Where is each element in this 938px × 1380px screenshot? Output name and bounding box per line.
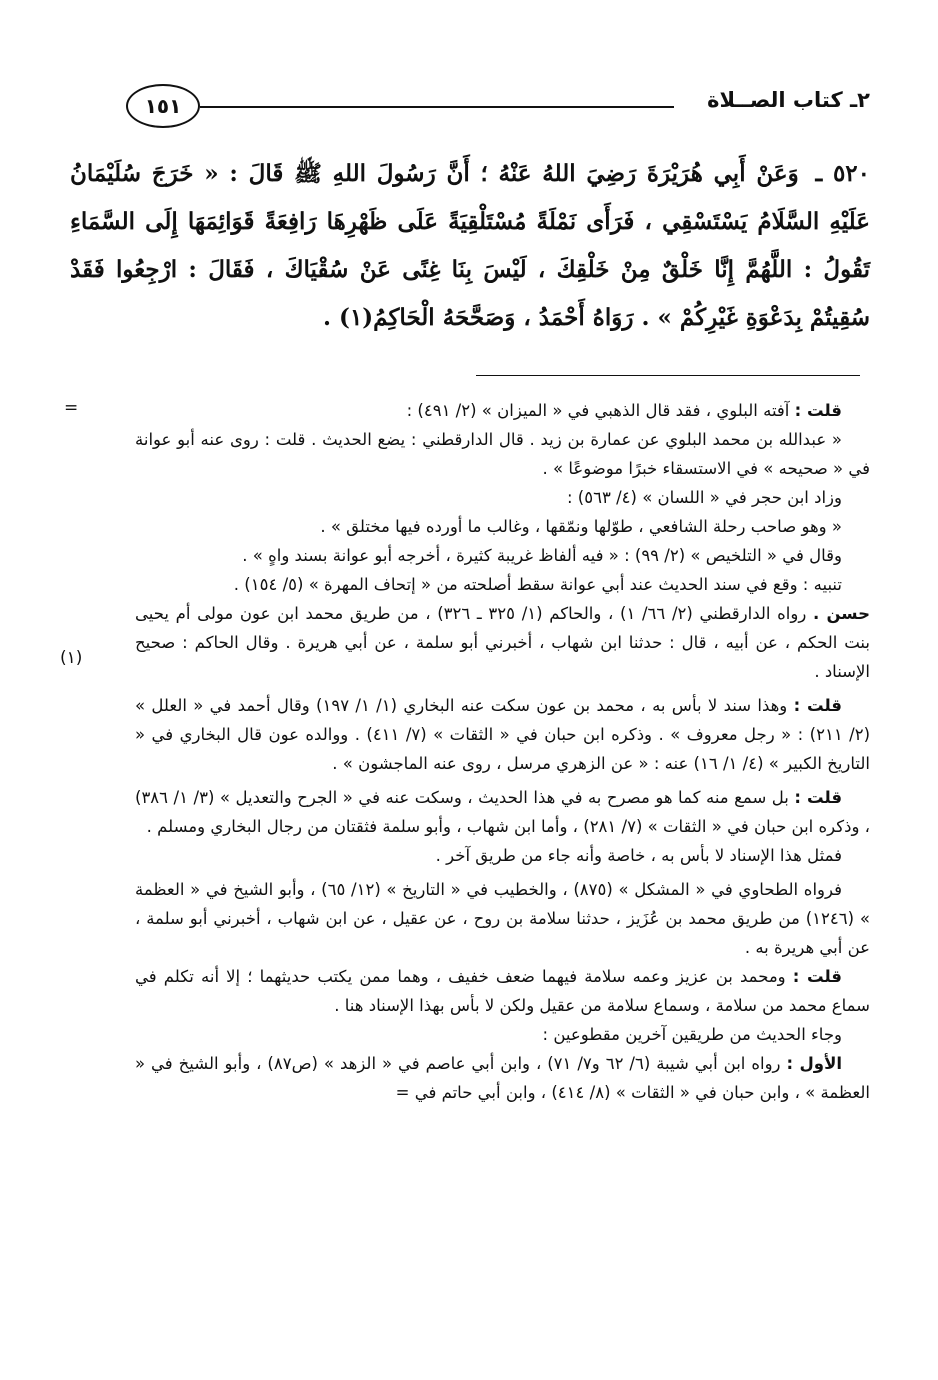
footnote-keyword: قلت :	[793, 696, 842, 715]
footnote-paragraph	[135, 599, 870, 686]
footnote-paragraph	[135, 875, 870, 962]
footnote-text: رواه ابن أبي شيبة (٦/ ٦٢ و٧/ ٧١) ، وابن أبي عاصم في « الزهد » (ص٨٧) ، وأبو الشيخ في « العظمة » ، وابن حبان في « الثقات » (٨/ ٤١٤) ، وابن أبي حاتم في =	[135, 1054, 870, 1102]
footnote-text: ومحمد بن عزيز وعمه سلامة فيهما ضعف خفيف ، وهما ممن يكتب حديثهما ؛ إلا أنه تكلم في سماع محمد من سلامة ، وسماع سلامة من عقيل ولكن لا بأس بهذا الإسناد هنا .	[135, 967, 870, 1015]
footnote-text: « وهو صاحب رحلة الشافعي ، طوّلها ونمّقها ، وغالب ما أورده فيها مختلق » .	[320, 517, 842, 536]
page-header	[118, 82, 870, 132]
footnote-paragraph	[135, 512, 870, 541]
footnote-paragraph	[135, 691, 870, 778]
footnote-paragraph	[135, 570, 870, 599]
hadith-number: ٥٢٠ ـ	[815, 160, 870, 187]
footnote-paragraph	[135, 841, 870, 870]
continuation-marker: =	[64, 398, 79, 418]
page-number: ١٥١	[126, 84, 200, 128]
footnote-paragraph	[135, 483, 870, 512]
header-rule	[200, 106, 674, 108]
footnote-keyword: قلت :	[794, 401, 842, 420]
footnote-text: تنبيه : وقع في سند الحديث عند أبي عوانة سقط أصلحته من « إتحاف المهرة » (٥/ ١٥٤) .	[233, 575, 842, 594]
footnote-paragraph	[135, 541, 870, 570]
hadith-body: وَعَنْ أَبِي هُرَيْرَةَ رَضِيَ اللهُ عَنْهُ ؛ أَنَّ رَسُولَ اللهِ ﷺ قَالَ : « خَرَجَ سُلَيْمَانُ عَلَيْهِ السَّلَامُ يَسْتَسْقِي ، فَرَأَى نَمْلَةً مُسْتَلْقِيَةً عَلَى ظَهْرِهَا رَافِعَةً قَوَائِمَهَا إِلَى السَّمَاءِ تَقُولُ : اللَّهُمَّ إِنَّا خَلْقٌ مِنْ خَلْقِكَ ، لَيْسَ بِنَا غِنًى عَنْ سُقْيَاكَ ، فَقَالَ : ارْجِعُوا فَقَدْ سُقِيتُمْ بِدَعْوَةِ غَيْرِكُمْ » . رَوَاهُ أَحْمَدُ ، وَصَحَّحَهُ الْحَاكِمُ(١) .	[70, 160, 870, 331]
footnote-text: فمثل هذا الإسناد لا بأس به ، خاصة وأنه جاء من طريق آخر .	[435, 846, 842, 865]
hadith-text-block	[70, 150, 870, 342]
footnote-paragraph	[135, 1020, 870, 1049]
footnote-text: « عبدالله بن محمد البلوي عن عمارة بن زيد . قال الدارقطني : يضع الحديث . قلت : روى عنه أبو عوانة في « صحيحه » في الاستسقاء خبرًا موضوعًا » .	[135, 430, 870, 478]
footnote-text: رواه الدارقطني (٢/ ٦٦/ ١) ، والحاكم (١/ ٣٢٥ ـ ٣٢٦) ، من طريق محمد ابن عون مولى أم يحيى بنت الحكم ، عن أبيه ، قال : حدثنا ابن شهاب ، أخبرني أبو سلمة ، عن أبي هريرة . وقال الحاكم : صحيح الإسناد .	[135, 604, 870, 681]
footnote-keyword: الأول :	[786, 1054, 843, 1073]
footnotes-block	[135, 396, 870, 1107]
footnote-keyword: قلت :	[792, 967, 842, 986]
footnote-paragraph	[135, 1049, 870, 1107]
footnote-paragraph	[135, 425, 870, 483]
footnote-paragraph	[135, 783, 870, 841]
footnote-text: وقال في « التلخيص » (٢/ ٩٩) : « فيه ألفاظ غريبة كثيرة ، أخرجه أبو عوانة بسند واهٍ » .	[242, 546, 842, 565]
footnote-divider	[476, 375, 860, 376]
footnote-text: فرواه الطحاوي في « المشكل » (٨٧٥) ، والخطيب في « التاريخ » (١٢/ ٦٥) ، وأبو الشيخ في « العظمة » (١٢٤٦) من طريق محمد بن عُزَيز ، حدثنا سلامة بن روح ، عن عقيل ، عن ابن شهاب ، أخبرني أبو سلمة ، عن أبي هريرة به .	[135, 880, 871, 957]
footnote-text: وهذا سند لا بأس به ، محمد بن عون سكت عنه البخاري (١/ ١/ ١٩٧) وقال أحمد في « العلل » (٢/ ٢١١) : « رجل معروف » . وذكره ابن حبان في « الثقات » (٧/ ٤١١) . ووالده عون قال البخاري في « التاريخ الكبير » (٤/ ١/ ١٦) عنه : « عن الزهري مرسل ، روى عنه الماجشون » .	[135, 696, 870, 773]
chapter-title: ٢ـ كتاب الصــلاة	[707, 88, 870, 112]
footnote-paragraph	[135, 396, 870, 425]
footnote-text: بل سمع منه كما هو مصرح به في هذا الحديث ، وسكت عنه في « الجرح والتعديل » (٣/ ١/ ٣٨٦) ، وذكره ابن حبان في « الثقات » (٧/ ٢٨١) ، وأما ابن شهاب ، وأبو سلمة فثقتان من رجال البخاري ومسلم .	[135, 788, 870, 836]
footnote-text: وجاء الحديث من طريقين آخرين مقطوعين :	[542, 1025, 842, 1044]
footnote-keyword: قلت :	[794, 788, 843, 807]
footnote-text: آفته البلوي ، فقد قال الذهبي في « الميزان » (٢/ ٤٩١) :	[406, 401, 795, 420]
footnote-marker-1: (١)	[60, 648, 83, 668]
footnote-paragraph	[135, 962, 870, 1020]
footnote-text: وزاد ابن حجر في « اللسان » (٤/ ٥٦٣) :	[566, 488, 842, 507]
footnote-keyword: حسن .	[813, 604, 870, 623]
